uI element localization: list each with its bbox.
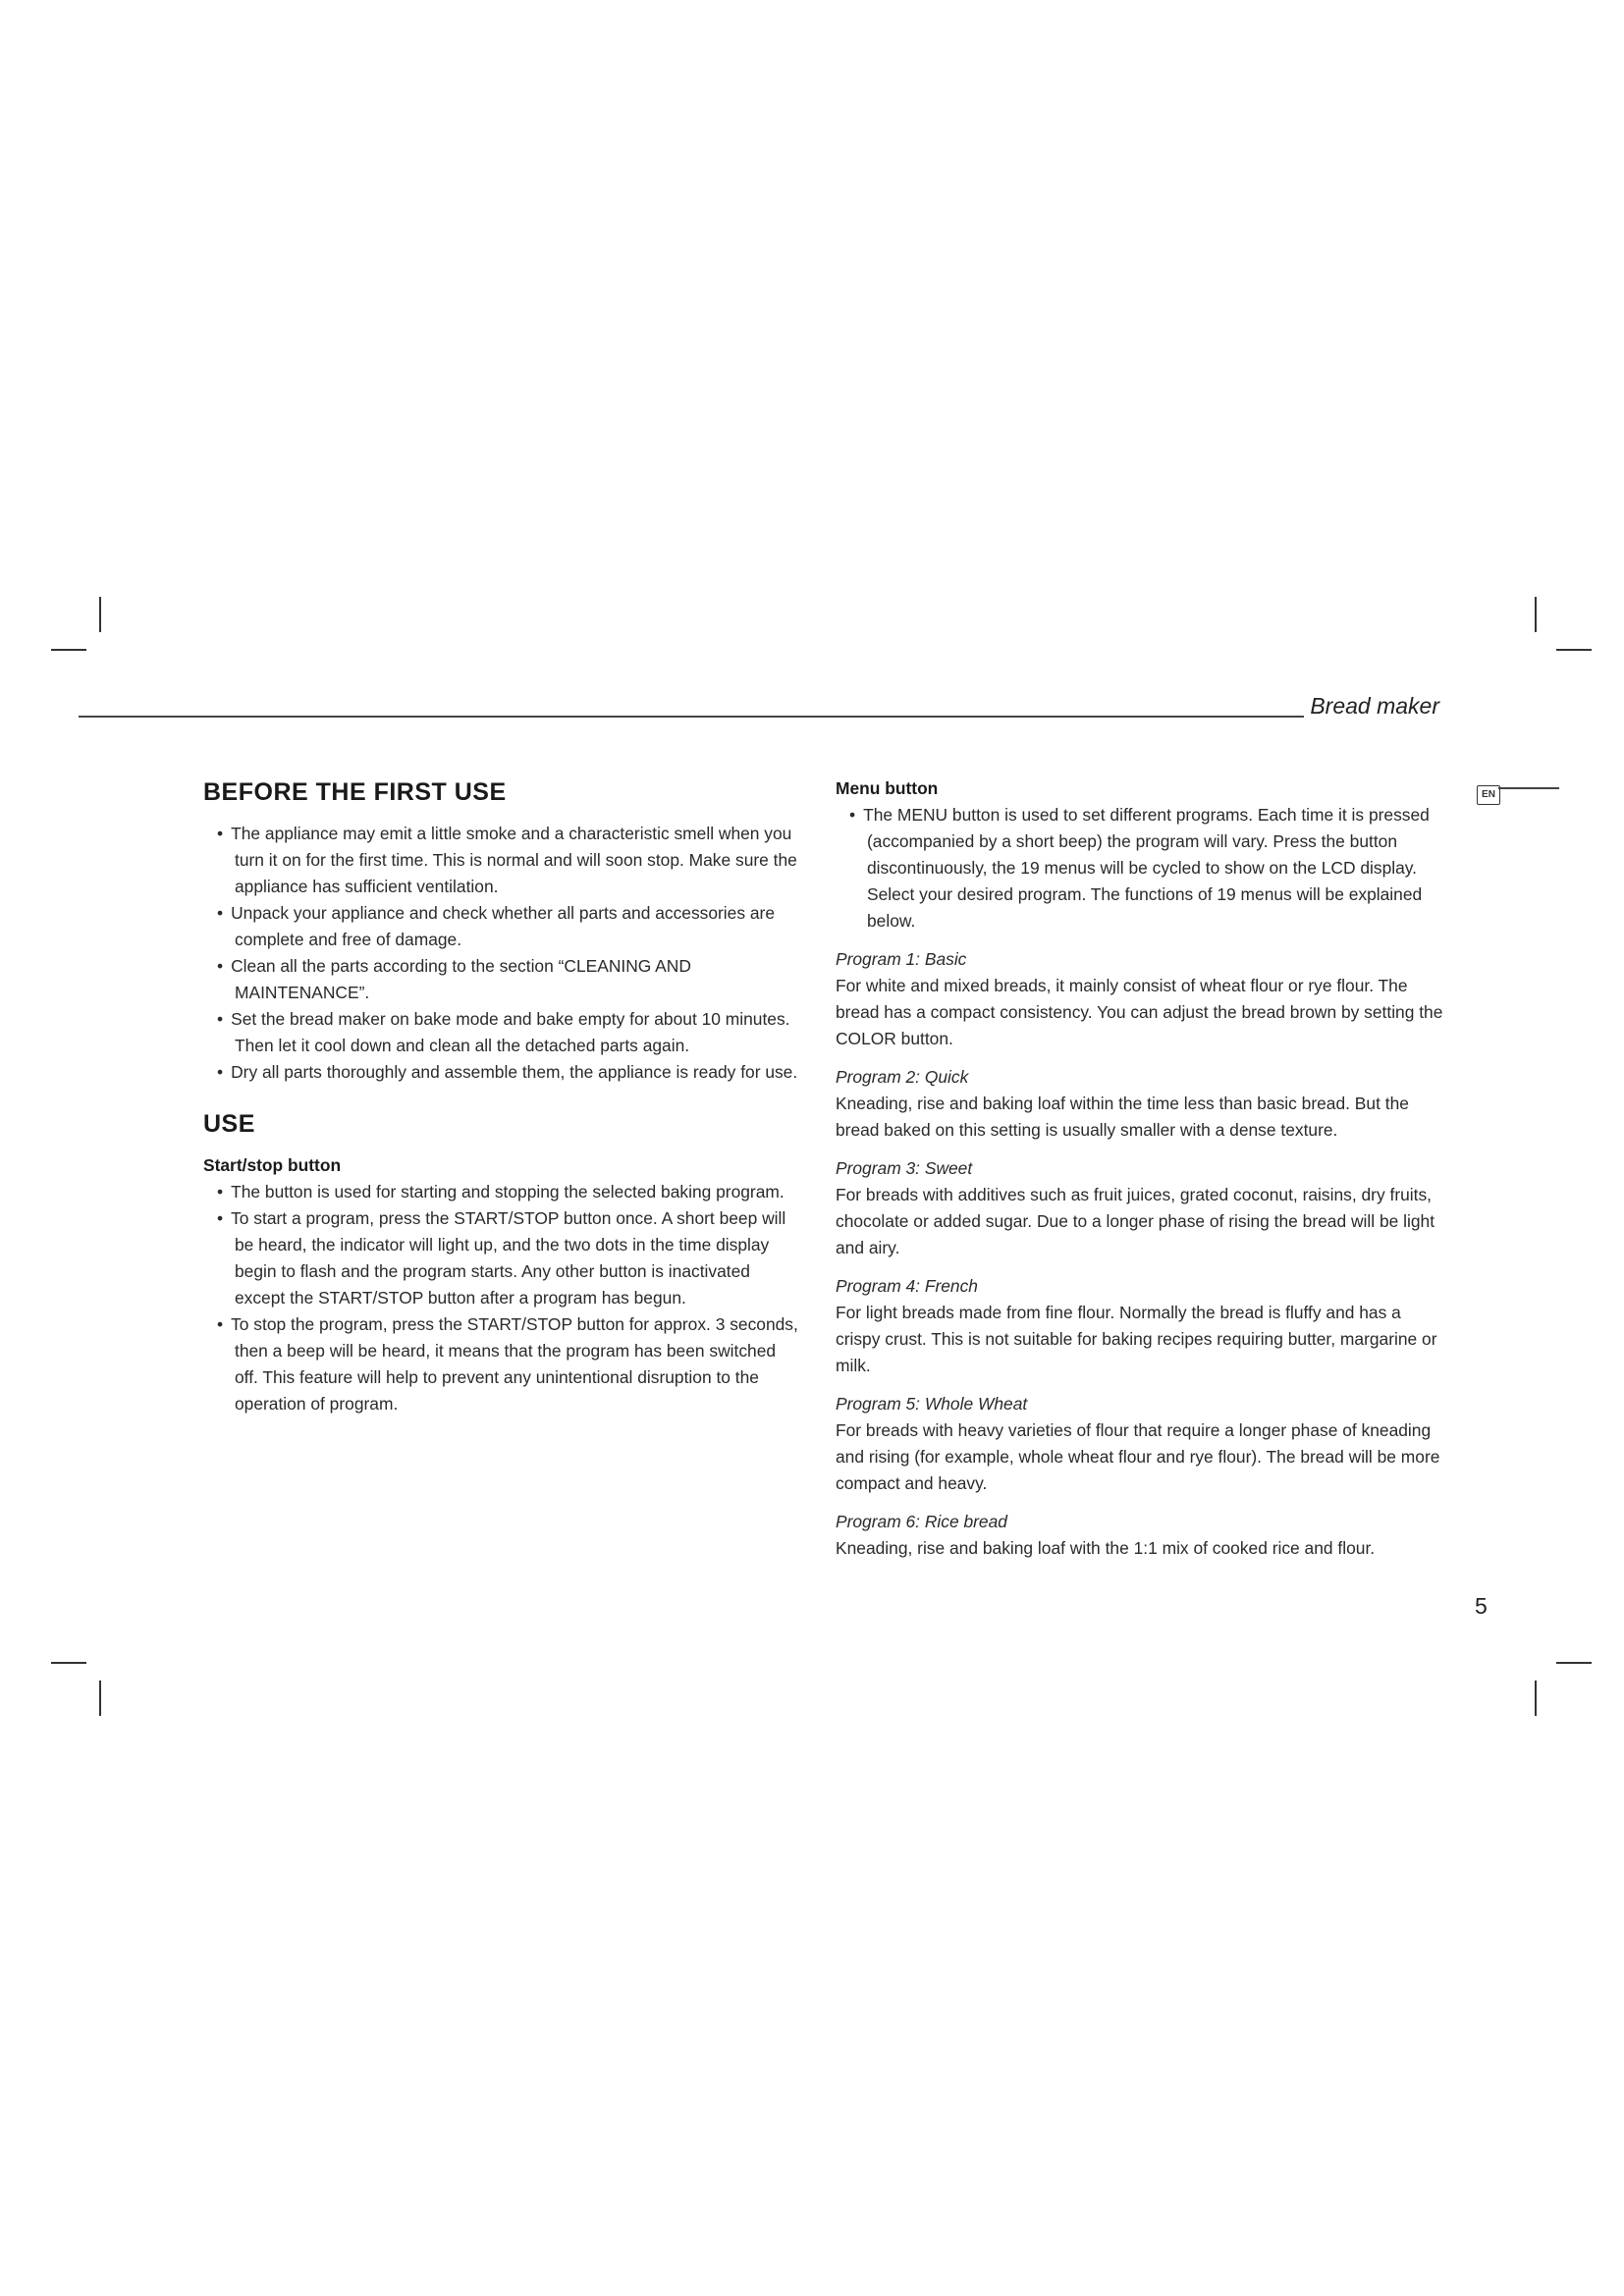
- bullet-icon: •: [217, 824, 224, 843]
- program-title: Program 5: Whole Wheat: [836, 1394, 1028, 1414]
- bullet-icon: •: [217, 903, 224, 923]
- bullet-icon: •: [849, 805, 856, 825]
- program-text: For breads with heavy varieties of flour that require a longer phase of kneading and rising (for example, whole wheat flour and rye flour). The bread will be more compact and heavy.: [836, 1420, 1440, 1493]
- crop-mark-bottom-left-vertical: [99, 1681, 101, 1716]
- menu-button-heading: Menu button: [836, 778, 939, 798]
- list-item: • Dry all parts thoroughly and assemble them, the appliance is ready for use.: [217, 1062, 798, 1082]
- crop-mark-top-right-horizontal: [1556, 649, 1592, 651]
- program-4: [836, 1273, 1444, 1379]
- list-item: • Unpack your appliance and check whether all parts and accessories are complete and free of damage.: [217, 903, 776, 949]
- program-text: Kneading, rise and baking loaf with the 1:1 mix of cooked rice and flour.: [836, 1538, 1376, 1558]
- use-section: [203, 1107, 802, 1417]
- crop-mark-top-right-vertical: [1535, 597, 1537, 632]
- right-column: [836, 775, 1444, 1562]
- program-title: Program 1: Basic: [836, 949, 967, 969]
- start-stop-list: [203, 1179, 802, 1417]
- bullet-icon: •: [217, 1009, 224, 1029]
- crop-mark-top-left-vertical: [99, 597, 101, 632]
- program-6: [836, 1509, 1444, 1562]
- start-stop-heading: Start/stop button: [203, 1155, 342, 1175]
- header-title: Bread maker: [1310, 693, 1439, 719]
- bullet-icon: •: [217, 1062, 224, 1082]
- list-item: • The MENU button is used to set different programs. Each time it is pressed (accompanied by a short beep) the program will vary. Press the button discontinuously, the 19 menus will be cycled to show on the LCD display. Select your desired program. The functions of 19 menus will be explained below.: [849, 805, 1430, 931]
- header-rule: [79, 716, 1304, 718]
- menu-button-section: [836, 775, 1444, 1562]
- bullet-icon: •: [217, 1182, 224, 1201]
- crop-mark-top-left-horizontal: [51, 649, 86, 651]
- program-3: [836, 1155, 1444, 1261]
- crop-mark-bottom-left-horizontal: [51, 1662, 86, 1664]
- program-title: Program 6: Rice bread: [836, 1512, 1007, 1531]
- language-badge: EN: [1477, 785, 1500, 805]
- bullet-icon: •: [217, 1208, 224, 1228]
- bullet-icon: •: [217, 1314, 224, 1334]
- program-text: For light breads made from fine flour. Normally the bread is fluffy and has a crispy crust. This is not suitable for baking recipes requiring butter, margarine or milk.: [836, 1303, 1437, 1375]
- list-item: • Clean all the parts according to the section “CLEANING AND MAINTENANCE”.: [217, 956, 691, 1002]
- left-column: [203, 775, 802, 1417]
- program-text: For breads with additives such as fruit juices, grated coconut, raisins, dry fruits, chocolate or added sugar. Due to a longer phase of rising the bread will be light and airy.: [836, 1185, 1435, 1257]
- list-item: • The button is used for starting and stopping the selected baking program.: [217, 1182, 785, 1201]
- menu-button-list: [836, 802, 1444, 934]
- page-number: 5: [1475, 1593, 1488, 1619]
- before-first-use-list: [203, 821, 802, 1086]
- list-item: • To stop the program, press the START/STOP button for approx. 3 seconds, then a beep will be heard, it means that the program has been switched off. This feature will help to prevent any unintentional disruption to the operation of program.: [217, 1314, 798, 1414]
- crop-mark-bottom-right-horizontal: [1556, 1662, 1592, 1664]
- use-title: USE: [203, 1110, 255, 1138]
- bullet-icon: •: [217, 956, 224, 976]
- program-text: For white and mixed breads, it mainly consist of wheat flour or rye flour. The bread has a compact consistency. You can adjust the bread brown by setting the COLOR button.: [836, 976, 1443, 1048]
- program-title: Program 4: French: [836, 1276, 978, 1296]
- list-item: • To start a program, press the START/STOP button once. A short beep will be heard, the indicator will light up, and the two dots in the time display begin to flash and the program starts. Any other button is inactivated except the START/STOP button after a program has begun.: [217, 1208, 786, 1308]
- program-1: [836, 946, 1444, 1052]
- before-first-use-section: [203, 775, 802, 1086]
- program-title: Program 3: Sweet: [836, 1158, 973, 1178]
- list-item: • Set the bread maker on bake mode and bake empty for about 10 minutes. Then let it cool down and clean all the detached parts again.: [217, 1009, 790, 1055]
- language-rule: [1498, 787, 1559, 789]
- program-2: [836, 1064, 1444, 1144]
- before-first-use-title: BEFORE THE FIRST USE: [203, 778, 507, 806]
- program-5: [836, 1391, 1444, 1497]
- program-text: Kneading, rise and baking loaf within the time less than basic bread. But the bread baked on this setting is usually smaller with a dense texture.: [836, 1094, 1409, 1140]
- crop-mark-bottom-right-vertical: [1535, 1681, 1537, 1716]
- list-item: • The appliance may emit a little smoke and a characteristic smell when you turn it on for the first time. This is normal and will soon stop. Make sure the appliance has sufficient ventilation.: [217, 824, 797, 896]
- program-title: Program 2: Quick: [836, 1067, 969, 1087]
